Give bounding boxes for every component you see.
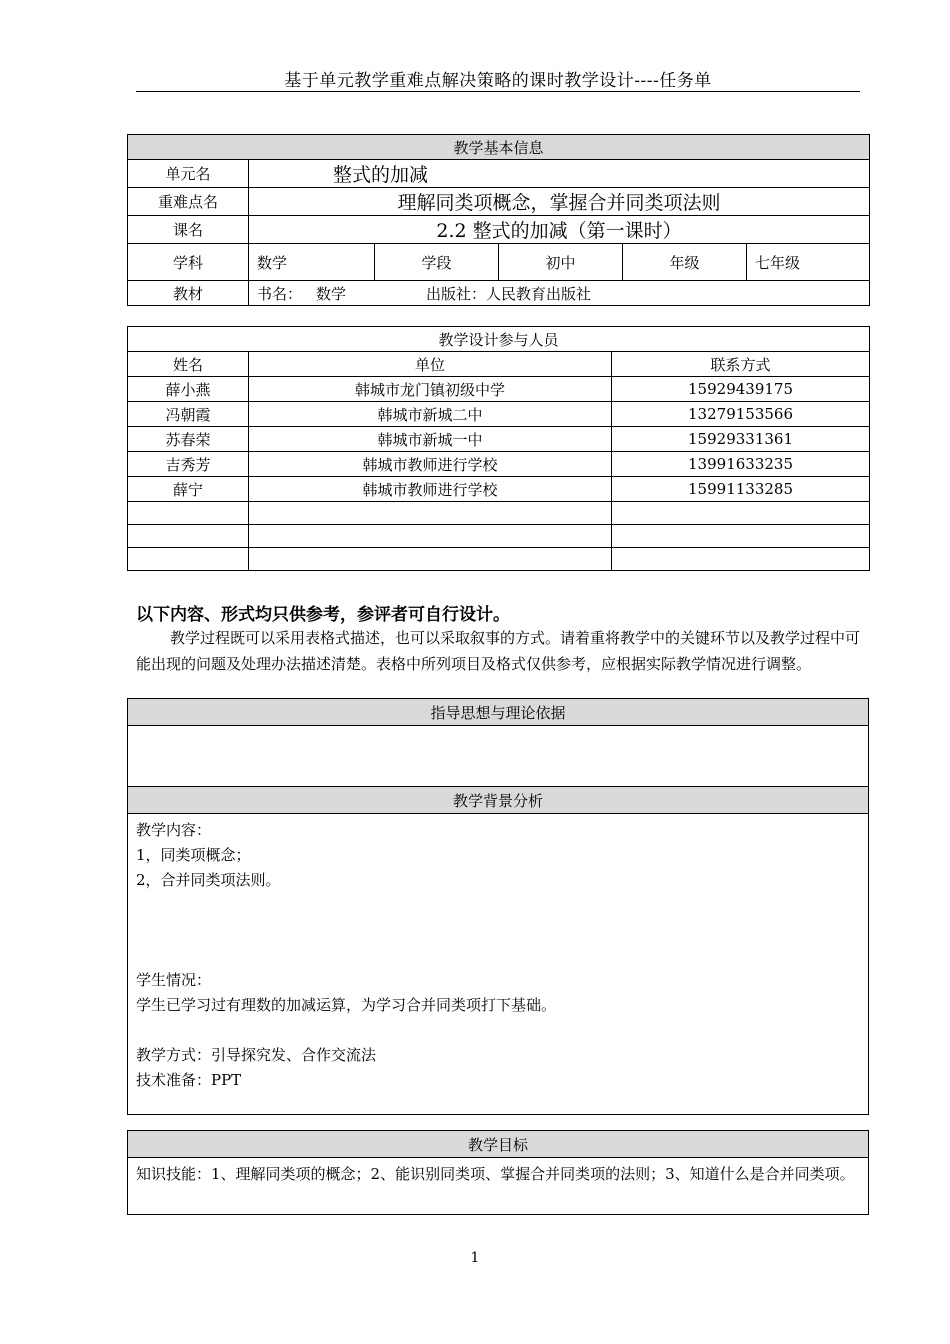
- participant-name: 苏春荣: [128, 427, 249, 452]
- participant-phone: 15929331361: [612, 427, 870, 452]
- page-number: 1: [470, 1250, 480, 1266]
- content-item: 2，合并同类项法则。: [136, 871, 281, 889]
- background-body: [128, 814, 869, 1115]
- participant-unit: 韩城市龙门镇初级中学: [249, 377, 612, 402]
- content-label: 教学内容：: [136, 821, 212, 839]
- objectives-header: 教学目标: [128, 1131, 869, 1158]
- participant-phone: 13279153566: [612, 402, 870, 427]
- textbook-info: [249, 281, 870, 306]
- participant-name: 薛小燕: [128, 377, 249, 402]
- table-row: [128, 402, 870, 427]
- stage-label: 学段: [375, 244, 499, 281]
- unit-label: 单元名: [128, 160, 249, 188]
- grade-value: 七年级: [747, 244, 870, 281]
- table-row: [128, 377, 870, 402]
- empty-row: [128, 502, 870, 525]
- stage-value: 初中: [499, 244, 623, 281]
- participant-name: 薛宁: [128, 477, 249, 502]
- objectives-table: [127, 1130, 869, 1215]
- basic-info-table: [127, 134, 870, 306]
- participant-unit: 韩城市教师进行学校: [249, 452, 612, 477]
- column-header-unit: 单位: [249, 352, 612, 377]
- participant-unit: 韩城市新城二中: [249, 402, 612, 427]
- subject-value: 数学: [249, 244, 375, 281]
- table-row: [128, 427, 870, 452]
- reference-note-paragraph: 教学过程既可以采用表格式描述，也可以采取叙事的方式。请着重将教学中的关键环节以及教学过程中可能出现的问题及处理办法描述清楚。表格中所列项目及格式仅供参考，应根据实际教学情况进行调整。: [136, 629, 861, 673]
- lesson-label: 课名: [128, 216, 249, 244]
- column-header-name: 姓名: [128, 352, 249, 377]
- lesson-value: 2.2 整式的加减（第一课时）: [249, 216, 870, 244]
- student-text: 学生已学习过有理数的加减运算，为学习合并同类项打下基础。: [136, 996, 557, 1014]
- reference-note-heading: 以下内容、形式均只供参考，参评者可自行设计。: [136, 605, 510, 625]
- student-label: 学生情况：: [136, 971, 212, 989]
- participants-table: [127, 326, 870, 571]
- content-item: 1，同类项概念；: [136, 846, 251, 864]
- participant-name: 冯朝霞: [128, 402, 249, 427]
- column-header-contact: 联系方式: [612, 352, 870, 377]
- key-point-label: 重难点名: [128, 188, 249, 216]
- subject-label: 学科: [128, 244, 249, 281]
- key-point-value: 理解同类项概念，掌握合并同类项法则: [249, 188, 870, 216]
- grade-label: 年级: [623, 244, 747, 281]
- table-row: [128, 477, 870, 502]
- guidance-background-table: [127, 698, 869, 1115]
- teaching-method: 教学方式：引导探究发、合作交流法: [136, 1046, 377, 1064]
- table-row: [128, 452, 870, 477]
- guidance-body: [128, 726, 869, 787]
- empty-row: [128, 548, 870, 571]
- participant-unit: 韩城市教师进行学校: [249, 477, 612, 502]
- document-title: 基于单元教学重难点解决策略的课时教学设计----任务单: [284, 71, 712, 91]
- participants-header: 教学设计参与人员: [128, 327, 870, 352]
- participant-phone: 13991633235: [612, 452, 870, 477]
- header-rule: [136, 91, 860, 92]
- empty-row: [128, 525, 870, 548]
- guidance-header: 指导思想与理论依据: [128, 699, 869, 726]
- textbook-label: 教材: [128, 281, 249, 306]
- publisher-label: 出版社：: [426, 284, 487, 303]
- background-header: 教学背景分析: [128, 787, 869, 814]
- tech-preparation: 技术准备：PPT: [136, 1071, 242, 1089]
- basic-info-header: 教学基本信息: [128, 135, 870, 160]
- participant-name: 吉秀芳: [128, 452, 249, 477]
- unit-value: 整式的加减: [249, 160, 870, 188]
- participant-phone: 15991133285: [612, 477, 870, 502]
- objectives-body: 知识技能：1、理解同类项的概念；2、能识别同类项、掌握合并同类项的法则；3、知道什么是合并同类项。: [128, 1158, 869, 1215]
- book-value: 数学: [316, 284, 347, 303]
- book-label: 书名：: [257, 284, 303, 303]
- participant-phone: 15929439175: [612, 377, 870, 402]
- publisher-value: 人民教育出版社: [486, 284, 592, 303]
- participant-unit: 韩城市新城一中: [249, 427, 612, 452]
